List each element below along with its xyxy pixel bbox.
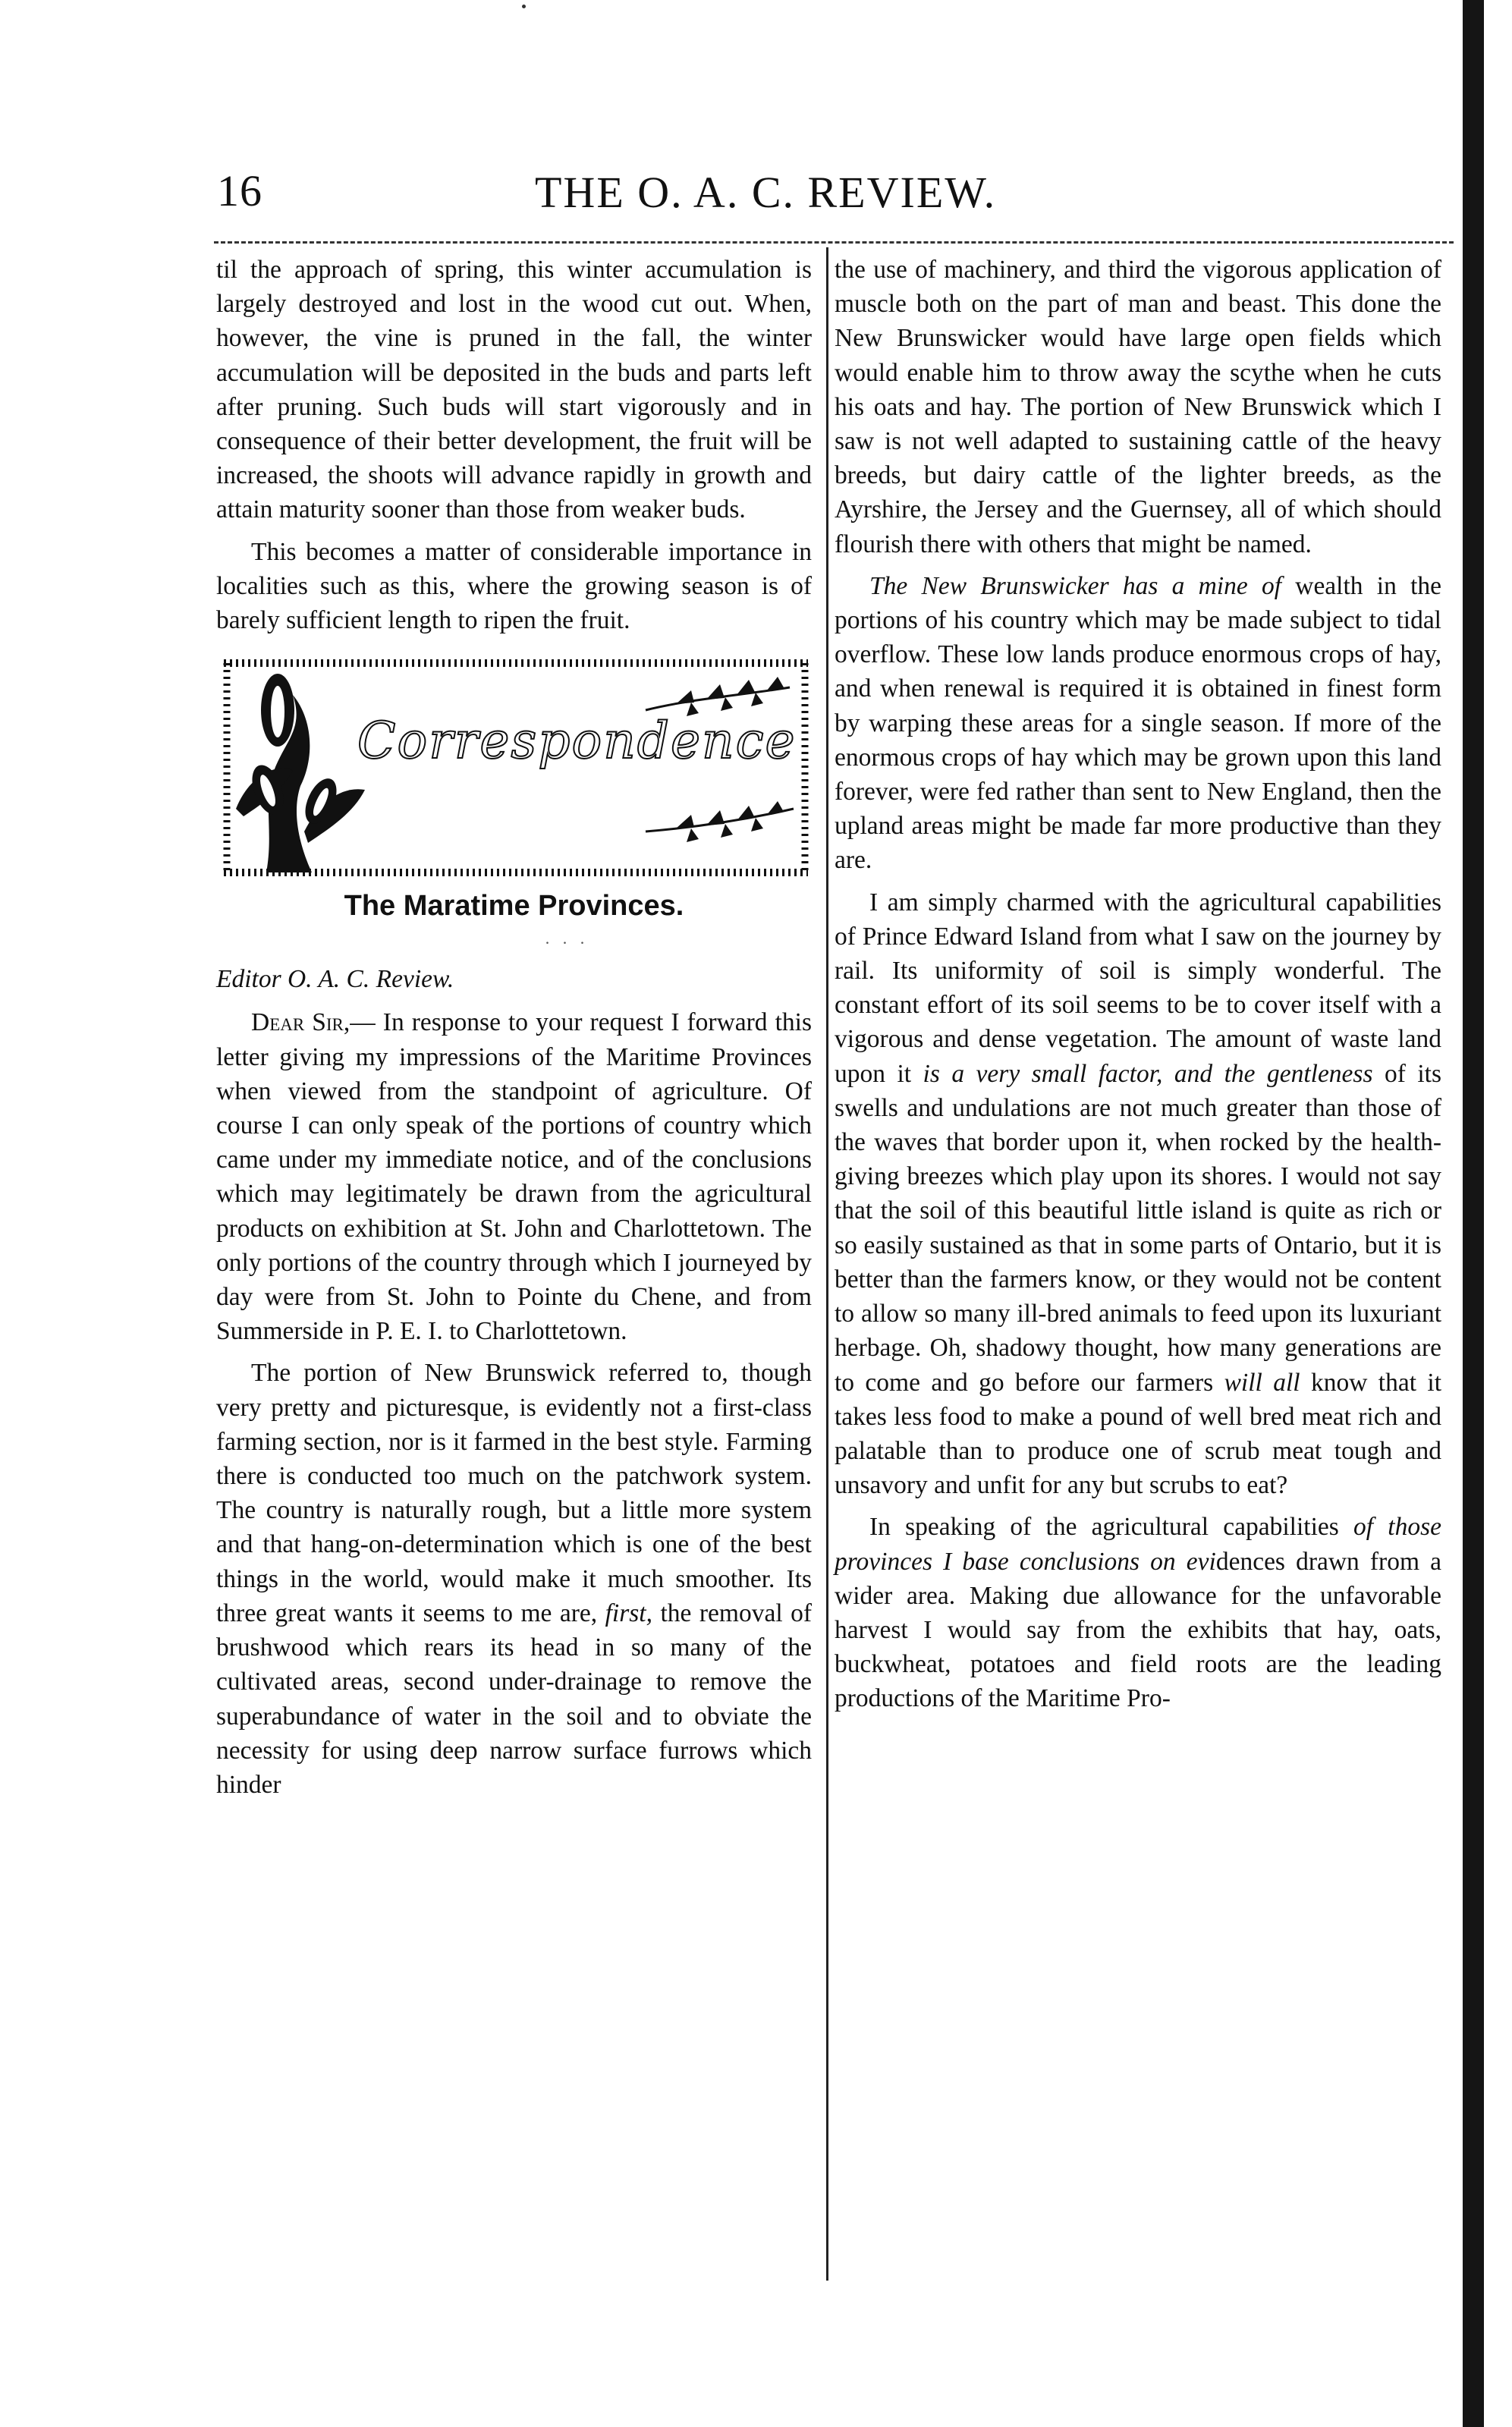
paragraph-text: know that it takes less food to make a pound of well bred meat rich and palatable than to produce one of scrub meat tough and unsavory and unfit for any but scrubs to eat?	[835, 1368, 1441, 1500]
header-rule	[214, 241, 1454, 244]
binding-edge	[1463, 0, 1484, 2427]
ink-speck	[522, 5, 526, 8]
paragraph	[835, 569, 1441, 878]
paragraph-text: of its swells and undulations are not much greater than those of the waves that border upon it, when rocked by the health-giving breezes which play upon its shores. I would not say that the soil of this beautiful little island is quite as rich or so easily sustained as that in some parts of Ontario, but it is better than the farmers know, or they would not be content to allow so many ill-bred animals to feed upon its luxuriant herbage. Oh, shadowy thought, how many generations are to come and go before our farmers	[835, 1059, 1441, 1397]
emphasis: of those provinces I base conclusions on evi	[835, 1513, 1441, 1576]
emphasis: first,	[605, 1599, 652, 1627]
publication-title: THE O. A. C. REVIEW.	[535, 168, 997, 217]
emphasis: is a very small factor, and the gentleness	[923, 1059, 1373, 1088]
section-heading: The Maratime Provinces.	[344, 890, 684, 923]
paragraph	[835, 1510, 1441, 1715]
paragraph	[216, 1005, 812, 1348]
paragraph	[216, 1356, 812, 1802]
column-divider	[826, 247, 828, 2281]
paragraph-text: wealth in the portions of his country which may be made subject to tidal overflow. These low lands produce enormous crops of hay, and when renewal is required it is obtained in finest form by warping these areas for a single season. If more of the enormous crops of hay which may be grown upon this land forever, were fed rather than sent to New England, then the upland areas might be made far more productive than they are.	[835, 571, 1441, 875]
emphasis: The New Brunswicker has a mine of	[869, 571, 1282, 600]
left-column	[216, 253, 812, 1802]
paragraph: This becomes a matter of considerable importance in localities such as this, where the growing season is of barely sufficient length to ripen the fruit.	[216, 537, 812, 635]
paragraph-text: I am simply charmed with the agricultural capabilities of Prince Edward Island from what I saw on the journey by rail. Its uniformity of soil is simply wonderful. The constant effort of its soil seems to be to cover itself with a vigorous and dense vegetation. The amount of waste land upon it	[835, 888, 1441, 1088]
emphasis: will all	[1224, 1368, 1300, 1397]
paragraph: til the approach of spring, this winter accumulation is largely destroyed and lost in the wood cut out. When, however, the vine is pruned in the fall, the winter accumulation will be deposited in the buds and parts left after pruning. Such buds will start vigorously and in consequence of their better development, the fruit will be increased, the shoots will advance rapidly in growth and attain maturity sooner than those from weaker buds.	[216, 256, 812, 524]
paragraph-text: — In response to your request I forward this letter giving my impressions of the Maritime Provinces when viewed from the standpoint of agriculture. Of course I can only speak of the portions of country which came under my immediate notice, and of the conclusions which may legitimately be drawn from the agricultural products on exhibition at St. John and Charlottetown. The only portions of the country through which I journeyed by day were from St. John to Pointe du Chene, and from Summerside in P. E. I. to Charlottetown.	[216, 1008, 812, 1346]
salutation-lead: Dear Sir,	[251, 1008, 350, 1037]
paragraph-text: The portion of New Brunswick referred to, though very pretty and picturesque, is evidently not a first-class farming section, nor is it farmed in the best style. Farming there is conducted too much on the patchwork system. The country is naturally rough, but a little more system and that hang-on-determination which is one of the best things in the world, would make it much smoother. Its three great wants it seems to me are,	[216, 1359, 812, 1627]
paragraph-text: dences drawn from a wider area. Making due allowance for the unfavorable harvest I would say from the exhibits that hay, oats, buckwheat, potatoes and field roots are the leading productions of the Maritime Pro-	[835, 1547, 1441, 1713]
page-number: 16	[217, 166, 262, 215]
paragraph-text: the removal of brushwood which rears its head in so many of the cultivated areas, second under-drainage to remove the superabundance of water in the soil and to obviate the necessity for using deep narrow surface furrows which hinder	[216, 1599, 813, 1799]
banner-title: Correspondence	[357, 712, 797, 771]
paragraph: the use of machinery, and third the vigorous application of muscle both on the part of man and beast. This done the New Brunswicker would have large open fields which would enable him to throw away the scythe when he cuts his oats and hay. The portion of New Brunswick which I saw is not well adapted to sustaining cattle of the heavy breeds, but dairy cattle of the lighter breeds, as the Ayrshire, the Jersey and the Guernsey, all of which should flourish there with others that might be named.	[835, 256, 1441, 558]
paragraph-text: In speaking of the agricultural capabilities	[869, 1513, 1353, 1542]
salutation: Editor O. A. C. Review.	[216, 965, 454, 994]
paragraph	[835, 885, 1441, 1503]
correspondence-banner	[221, 657, 811, 879]
right-column	[835, 253, 1441, 1716]
ornament-dots: . . .	[545, 929, 589, 948]
